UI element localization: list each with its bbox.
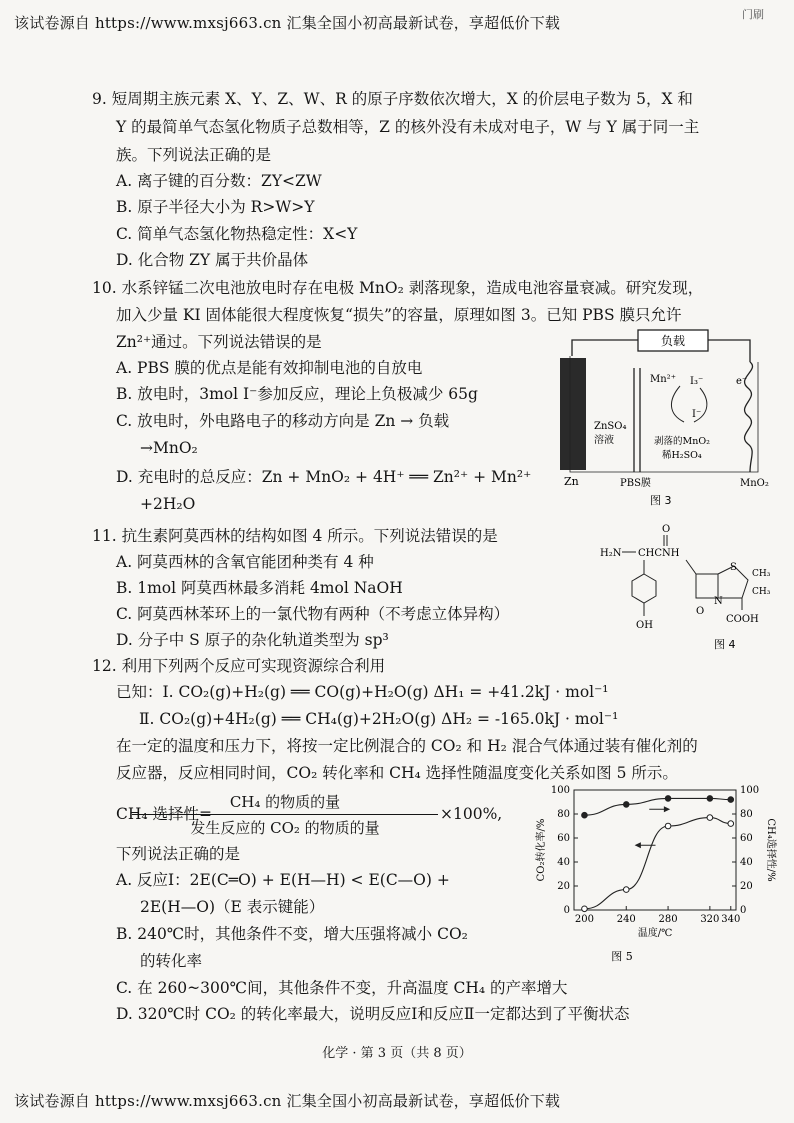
nitrogen-label: N <box>714 596 723 607</box>
q9-stem-2: Y 的最简单气态氢化物质子总数相等，Z 的核外没有未成对电子，W 与 Y 属于同一主 <box>116 118 700 136</box>
figure-3-caption: 图 3 <box>650 494 672 507</box>
electrolyte-label-1: ZnSO₄ <box>594 421 627 432</box>
y-tick-label-left: 40 <box>557 857 570 868</box>
series-line-left <box>584 818 730 909</box>
q12-stem-3: 反应器，反应相同时间，CO₂ 转化率和 CH₄ 选择性随温度变化关系如图 5 所示。 <box>116 764 678 782</box>
y-tick-label-right: 60 <box>740 833 753 844</box>
methyl-label-1: CH₃ <box>752 569 771 579</box>
y-tick-label-left: 100 <box>550 785 570 796</box>
q12-option-c: C. 在 260~300℃间，其他条件不变，升高温度 CH₄ 的产率增大 <box>116 979 568 997</box>
figure-4-amoxicillin <box>596 518 780 652</box>
x-tick-label: 200 <box>574 914 594 925</box>
q10-stem-2: 加入少量 KI 固体能很大程度恢复“损失”的容量，原理如图 3。已知 PBS 膜只允许 <box>116 306 682 324</box>
q12-option-a1: A. 反应Ⅰ：2E(C═O) + E(H—H) < E(C—O) + <box>116 871 450 889</box>
data-point-left <box>582 906 588 912</box>
mn2-label: Mn²⁺ <box>650 374 676 385</box>
methyl-label-2: CH₃ <box>752 587 771 597</box>
chart-ylabel-left: CO₂转化率/% <box>536 818 547 882</box>
chart-xlabel: 温度/℃ <box>637 928 673 939</box>
q12-option-a2: 2E(H—O)（E 表示键能） <box>140 898 325 916</box>
selectivity-numerator: CH₄ 的物质的量 <box>132 791 438 815</box>
q9-option-b: B. 原子半径大小为 R>W>Y <box>116 198 315 216</box>
peeled-label-2: 稀H₂SO₄ <box>662 450 702 461</box>
q9-option-a: A. 离子键的百分数：ZY<ZW <box>116 172 322 190</box>
selectivity-fraction <box>132 791 438 838</box>
carboxyl-label: COOH <box>726 614 759 625</box>
y-tick-label-right: 80 <box>740 809 753 820</box>
y-tick-label-left: 0 <box>563 905 570 916</box>
figure-4-caption: 图 4 <box>714 638 736 651</box>
q12-reaction-1: 已知：Ⅰ. CO₂(g)+H₂(g) ══ CO(g)+H₂O(g) ΔH₁ = +41.2kJ · mol⁻¹ <box>116 683 609 701</box>
selectivity-denominator: 发生反应的 CO₂ 的物质的量 <box>190 819 380 837</box>
q11-stem: 11. 抗生素阿莫西林的结构如图 4 所示。下列说法错误的是 <box>92 527 498 545</box>
data-point-right <box>623 802 629 808</box>
q10-option-d2: +2H₂O <box>140 495 196 513</box>
corner-mark: 门刷 <box>742 8 764 21</box>
iodide-label: I⁻ <box>692 409 702 420</box>
q10-stem-1: 10. 水系锌锰二次电池放电时存在电极 MnO₂ 剥落现象，造成电池容量衰减。研究发现， <box>92 279 704 297</box>
x-tick-label: 320 <box>700 914 720 925</box>
data-point-right <box>707 796 713 802</box>
q10-option-a: A. PBS 膜的优点是能有效抑制电池的自放电 <box>116 359 423 377</box>
electrolyte-label-2: 溶液 <box>594 435 614 446</box>
page-footer: 化学 · 第 3 页（共 8 页） <box>322 1046 472 1061</box>
data-point-right <box>665 796 671 802</box>
y-tick-label-right: 0 <box>740 905 747 916</box>
q11-option-d: D. 分子中 S 原子的杂化轨道类型为 sp³ <box>116 631 389 649</box>
q12-option-d: D. 320℃时 CO₂ 的转化率最大，说明反应Ⅰ和反应Ⅱ一定都达到了平衡状态 <box>116 1005 630 1023</box>
electron-label: e⁻ <box>736 376 748 387</box>
amine-label: H₂N <box>600 548 622 559</box>
figure-3-battery <box>550 326 775 508</box>
q12-option-b1: B. 240℃时，其他条件不变，增大压强将减小 CO₂ <box>116 925 468 943</box>
peeled-label-1: 剥落的MnO₂ <box>654 436 710 447</box>
q12-stem: 12. 利用下列两个反应可实现资源综合利用 <box>92 657 386 675</box>
y-tick-label-right: 40 <box>740 857 753 868</box>
chart-frame <box>574 790 736 910</box>
q11-option-b: B. 1mol 阿莫西林最多消耗 4mol NaOH <box>116 579 403 597</box>
q9-option-c: C. 简单气态氢化物热稳定性：X<Y <box>116 225 358 243</box>
q9-option-d: D. 化合物 ZY 属于共价晶体 <box>116 251 309 269</box>
i3-label: I₃⁻ <box>690 376 704 387</box>
q12-option-b2: 的转化率 <box>140 952 203 970</box>
q10-option-c2: →MnO₂ <box>140 439 198 457</box>
y-tick-label-right: 20 <box>740 881 753 892</box>
x-tick-label: 280 <box>658 914 678 925</box>
q10-option-c1: C. 放电时，外电路电子的移动方向是 Zn → 负载 <box>116 412 450 430</box>
data-point-left <box>728 821 734 827</box>
y-tick-label-right: 100 <box>740 785 760 796</box>
q10-option-b: B. 放电时，3mol I⁻参加反应，理论上负极减少 65g <box>116 385 478 403</box>
q11-option-c: C. 阿莫西林苯环上的一氯代物有两种（不考虑立体异构） <box>116 605 510 623</box>
arrow-left-head <box>635 842 641 848</box>
chain-label: CHCNH <box>638 548 680 559</box>
data-point-left <box>665 823 671 829</box>
load-label: 负载 <box>660 334 686 348</box>
q11-option-a: A. 阿莫西林的含氧官能团种类有 4 种 <box>116 553 374 571</box>
zn-electrode <box>560 358 586 470</box>
figure-5-caption: 图 5 <box>611 950 633 963</box>
selectivity-tail: ×100%, <box>440 805 503 823</box>
data-point-right <box>728 797 734 803</box>
data-point-right <box>582 812 588 818</box>
q9-stem-3: 族。下列说法正确的是 <box>116 146 272 164</box>
data-point-left <box>707 815 713 821</box>
q12-stem-4: 下列说法正确的是 <box>116 845 241 863</box>
sulfur-label: S <box>730 562 737 573</box>
chart-ylabel-right: CH₄选择性/% <box>765 818 776 882</box>
y-tick-label-left: 20 <box>557 881 570 892</box>
q12-reaction-2: Ⅱ. CO₂(g)+4H₂(g) ══ CH₄(g)+2H₂O(g) ΔH₂ = -165.0kJ · mol⁻¹ <box>139 710 619 728</box>
q10-stem-3: Zn²⁺通过。下列说法错误的是 <box>116 333 322 351</box>
figure-5-chart <box>530 782 780 972</box>
pbs-label: PBS膜 <box>620 478 651 489</box>
watermark-bottom: 该试卷源自 https://www.mxsj663.cn 汇集全国小初高最新试卷，享超低价下载 <box>14 1092 561 1110</box>
lactam-o: O <box>696 606 705 617</box>
mno2-label: MnO₂ <box>740 478 769 489</box>
watermark-top: 该试卷源自 https://www.mxsj663.cn 汇集全国小初高最新试卷，享超低价下载 <box>14 14 561 32</box>
y-tick-label-left: 80 <box>557 809 570 820</box>
selectivity-label: CH₄ 选择性= <box>116 805 213 823</box>
arrow-right-head <box>664 806 670 812</box>
q10-option-d1: D. 充电时的总反应：Zn + MnO₂ + 4H⁺ ══ Zn²⁺ + Mn²⁺ <box>116 468 532 486</box>
zn-label: Zn <box>564 475 579 488</box>
x-tick-label: 240 <box>616 914 636 925</box>
q9-stem-1: 9. 短周期主族元素 X、Y、Z、W、R 的原子序数依次增大，X 的价层电子数为 5，X 和 <box>92 90 693 108</box>
carbonyl-o-top: O <box>662 524 671 535</box>
data-point-left <box>623 887 629 893</box>
x-tick-label: 340 <box>721 914 741 925</box>
hydroxyl-label: OH <box>636 620 653 631</box>
y-tick-label-left: 60 <box>557 833 570 844</box>
q12-stem-2: 在一定的温度和压力下，将按一定比例混合的 CO₂ 和 H₂ 混合气体通过装有催化剂的 <box>116 737 698 755</box>
